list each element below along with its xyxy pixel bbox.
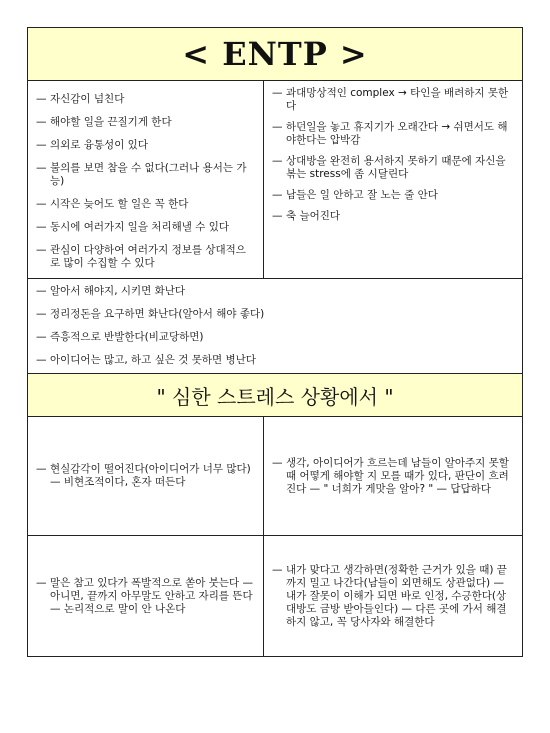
list-item: — 내가 맞다고 생각하면(정확한 근거가 있을 때) 끝까지 밀고 나간다(남들이 외면해도 상관없다) — 내가 잘못이 이해가 되면 바로 인정, 수긍한다(상대방도 금방 받아들인다) — 다른 곳에 가서 해결하지 않고, 꼭 당사자와 해결한다 [272,563,507,628]
list-item: — 불의를 보면 참을 수 없다(그러나 용서는 가능) [36,162,255,188]
list-item: — 상대방을 완전히 용서하지 못하기 때문에 자신을 볶는 stress에 좀 시달린다 [272,155,514,181]
middle-row [28,279,522,373]
page-title: < ENTP > [28,28,522,81]
stress-cell [28,417,264,535]
list-item: — 과대망상적인 complex → 타인을 배려하지 못한다 [272,87,514,113]
list-item: — 의외로 융통성이 있다 [36,139,255,152]
list-item: — 알아서 해야지, 시키면 화난다 [36,285,514,298]
list-item: — 남들은 일 안하고 잘 노는 줄 안다 [272,189,514,202]
stress-cell [264,536,522,656]
strengths-cell [28,81,264,278]
list-item: — 아이디어는 많고, 하고 싶은 것 못하면 병난다 [36,354,265,367]
stress-cell [28,536,264,656]
list-item: — 즉흥적으로 반발한다(비교당하면) [36,331,514,344]
entp-sheet [27,27,523,657]
common-traits-cell [28,279,522,373]
list-item: — 생각, 아이디어가 흐르는데 남들이 알아주지 못할 때 어떻게 해야할 지 모를 때가 있다, 판단이 흐려진다 — " 너희가 게맛을 알아? " — 답답하다 [272,456,509,495]
list-item: — 해야할 일을 끈질기게 한다 [36,116,255,129]
list-item: — 관심이 다양하여 여러가지 정보를 상대적으로 많이 수집할 수 있다 [36,244,255,270]
list-item: — 시작은 늦어도 할 일은 꼭 한다 [36,198,255,211]
weaknesses-cell [264,81,522,278]
traits-row [28,81,522,279]
list-item: — 말은 참고 있다가 폭발적으로 쏟아 붓는다 — 아니면, 끝까지 아무말도 안하고 자리를 뜬다 — 논리적으로 말이 안 나온다 [36,576,253,615]
stress-cell [264,417,522,535]
list-item: — 축 늘어진다 [272,210,514,223]
stress-row-2 [28,536,522,656]
stress-section-title: " 심한 스트레스 상황에서 " [28,373,522,417]
list-item: — 현실감각이 떨어진다(아이디어가 너무 많다) — 비현조적이다, 혼자 떠든다 [36,463,251,488]
list-item: — 자신감이 넘친다 [36,93,255,106]
list-item: — 하던일을 놓고 휴지기가 오래간다 → 쉬면서도 해야한다는 압박감 [272,121,514,147]
list-item: — 정리정돈을 요구하면 화난다(알아서 해야 좋다) [36,308,265,321]
list-item: — 동시에 여러가지 일을 처리해낼 수 있다 [36,221,255,234]
stress-row-1 [28,417,522,536]
